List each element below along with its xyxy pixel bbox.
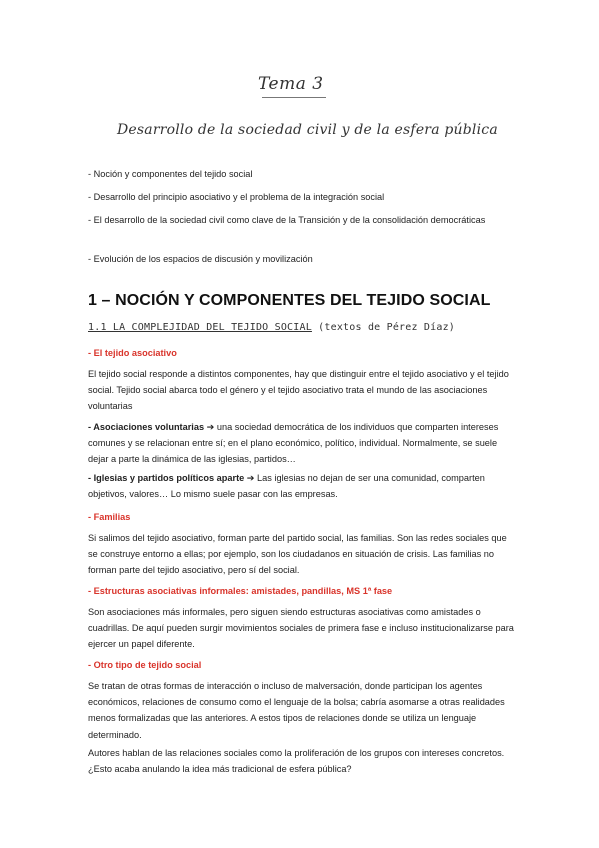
paragraph-autores: Autores hablan de las relaciones sociales como la proliferación de los grupos con intereses concretos. ¿Esto acaba anulando la idea más tradicional de esfera pública? xyxy=(88,748,505,775)
text-asociaciones-voluntarias: una sociedad democrática de los individuos que comparten intereses comunes y se relacionan entre sí; en el plano económico, político, individual. Normalmente, se suele dejar a parte la dinámica de las iglesias, partidos… xyxy=(88,422,499,465)
section-subheading xyxy=(88,322,455,333)
paragraph-estructuras-informales: Son asociaciones más informales, pero siguen siendo estructuras asociativas como amistades o cuadrillas. De aquí pueden surgir movimientos sociales de primera fase e incluso institucionalizarse para ejercer un papel diferente. xyxy=(88,607,514,650)
document-subtitle: Desarrollo de la sociedad civil y de la esfera pública xyxy=(117,122,498,138)
paragraph-otro-tipo: Se tratan de otras formas de interacción o incluso de malversación, donde participan los agentes económicos, relaciones de consumo como el lenguaje de la bolsa; cabría asomarse a otras realidades menos formalizadas que las anteriores. A estos tipos de relaciones donde se utiliza un lenguaje determinado. xyxy=(88,681,505,740)
arrow-right-icon: ➔ xyxy=(206,422,215,432)
arrow-right-icon: ➔ xyxy=(246,473,255,483)
heading-estructuras-informales: - Estructuras asociativas informales: amistades, pandillas, MS 1ª fase xyxy=(88,586,393,596)
index-item: - Desarrollo del principio asociativo y el problema de la integración social xyxy=(88,192,385,202)
heading-familias: - Familias xyxy=(88,512,131,522)
heading-otro-tipo: - Otro tipo de tejido social xyxy=(88,660,202,670)
index-item: - Evolución de los espacios de discusión y movilización xyxy=(88,254,313,264)
tema-underline xyxy=(262,97,326,98)
paragraph-tejido-asociativo: El tejido social responde a distintos componentes, hay que distinguir entre el tejido asociativo y el tejido social. Tejido social abarca todo el género y el tejido asociativo trata el mundo de las asociaciones voluntarias xyxy=(88,369,509,412)
section-heading: 1 – NOCIÓN Y COMPONENTES DEL TEJIDO SOCIAL xyxy=(88,292,491,309)
label-asociaciones-voluntarias: - Asociaciones voluntarias xyxy=(88,422,205,432)
subheading-source: (textos de Pérez Díaz) xyxy=(311,322,456,333)
paragraph-asociaciones-voluntarias xyxy=(88,419,518,468)
index-item: - El desarrollo de la sociedad civil como clave de la Transición y de la consolidación democráticas xyxy=(88,215,486,225)
subheading-underlined: 1.1 LA COMPLEJIDAD DEL TEJIDO SOCIAL xyxy=(88,322,312,333)
text-iglesias-partidos: Las iglesias no dejan de ser una comunidad, comparten objetivos, valores… Lo mismo suele pasar con las empresas. xyxy=(88,473,485,500)
heading-tejido-asociativo: - El tejido asociativo xyxy=(88,348,177,358)
tema-title: Tema 3 xyxy=(258,74,324,94)
index-item: - Noción y componentes del tejido social xyxy=(88,169,253,179)
paragraph-iglesias-partidos xyxy=(88,470,518,502)
paragraph-familias: Si salimos del tejido asociativo, forman parte del partido social, las familias. Son las redes sociales que se construye entorno a ellas; por ejemplo, son los ciudadanos en situación de crisis. Las familias no forman parte del tejido asociativo, pero sí del social. xyxy=(88,533,507,576)
label-iglesias-partidos: - Iglesias y partidos políticos aparte xyxy=(88,473,245,483)
